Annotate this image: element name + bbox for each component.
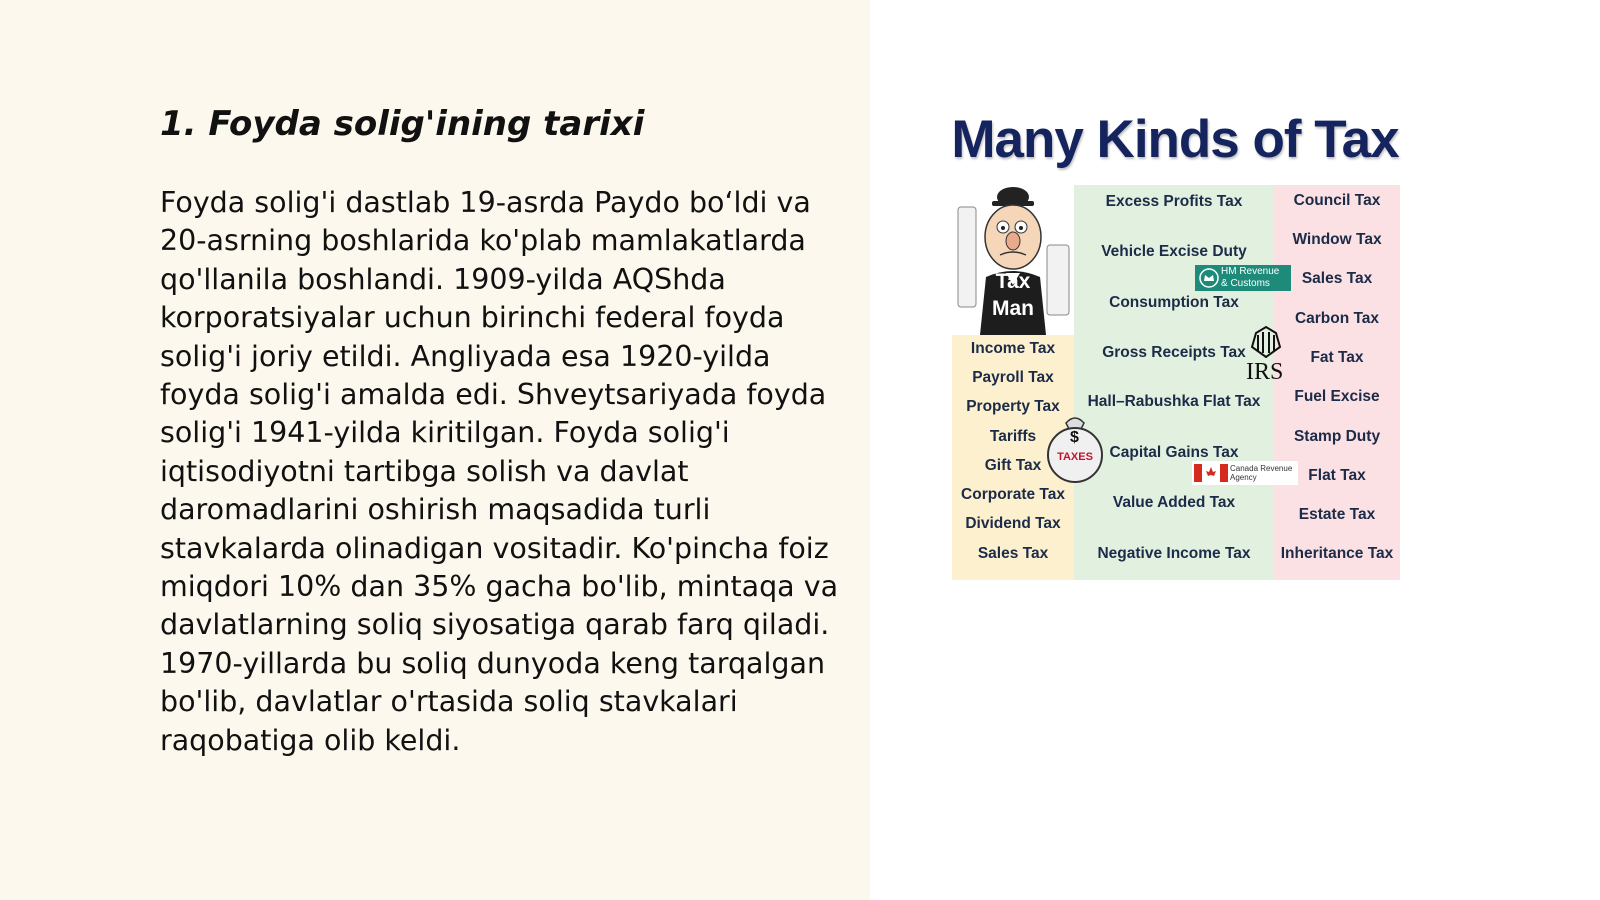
money-bag-taxes-label: TAXES [1057, 451, 1093, 463]
tax-label-fuel-excise: Fuel Excise [1294, 388, 1380, 405]
tax-label-income-tax: Income Tax [970, 340, 1056, 357]
tax-kinds-grid [952, 185, 1400, 580]
tax-man-label [992, 268, 1034, 322]
tax-label-value-added-tax: Value Added Tax [1112, 494, 1236, 511]
canada-flag-icon [1194, 464, 1228, 482]
money-bag-dollar-sign: $ [1070, 429, 1079, 446]
tax-label-stamp-duty: Stamp Duty [1293, 428, 1381, 445]
tax-label-property-tax: Property Tax [966, 398, 1060, 415]
hmrc-logo-line2: & Customs [1221, 278, 1270, 289]
tax-label-capital-gains-tax: Capital Gains Tax [1109, 444, 1239, 461]
tax-label-hall-rabushka-flat-tax: Hall–Rabushka Flat Tax [1087, 393, 1261, 410]
tax-label-consumption-tax: Consumption Tax [1109, 294, 1239, 311]
tax-label-window-tax: Window Tax [1292, 231, 1382, 248]
slide-title: 1. Foyda solig'ining tarixi [160, 104, 645, 144]
tax-man-label-line1: Tax [995, 270, 1031, 293]
tax-label-council-tax: Council Tax [1293, 192, 1381, 209]
tax-label-excess-profits-tax: Excess Profits Tax [1105, 193, 1243, 210]
tax-label-estate-tax: Estate Tax [1298, 506, 1376, 523]
tax-label-corporate-tax: Corporate Tax [961, 486, 1065, 503]
tax-label-dividend-tax: Dividend Tax [965, 515, 1061, 532]
tax-label-inheritance-tax: Inheritance Tax [1280, 545, 1394, 562]
tax-label-flat-tax: Flat Tax [1308, 467, 1366, 484]
tax-man-label-line2: Man [992, 297, 1034, 320]
tax-label-vehicle-excise-duty: Vehicle Excise Duty [1101, 243, 1247, 260]
tax-label-payroll-tax: Payroll Tax [972, 369, 1054, 386]
irs-eagle-icon [1246, 323, 1286, 359]
tax-label-gift-tax: Gift Tax [984, 457, 1042, 474]
tax-label-fat-tax: Fat Tax [1310, 349, 1364, 366]
hmrc-logo-line1: HM Revenue [1221, 266, 1280, 277]
canada-revenue-logo-text [1230, 464, 1292, 482]
tax-label-tariffs: Tariffs [989, 428, 1037, 445]
tax-label-gross-receipts-tax: Gross Receipts Tax [1102, 344, 1246, 361]
figure-title: Many Kinds of Tax [951, 110, 1399, 169]
tax-label-carbon-tax: Carbon Tax [1294, 310, 1380, 327]
irs-logo-text: IRS [1246, 359, 1284, 385]
slide-body-text: Foyda solig'i dastlab 19-asrda Paydo bo‘ldi va 20-asrning boshlarida ko'plab mamlakatlarda qo'llanila boshlandi. 1909-yilda AQShda korporatsiyalar uchun birinchi federal foyda solig'i joriy etildi. Angliyada esa 1920-yilda foyda solig'i amalda edi. Shveytsariyada foyda solig'i 1941-yilda kiritilgan. Foyda solig'i iqtisodiyotni tartibga solish va davlat daromadlarini oshirish maqsadida turli stavkalarda olinadigan vositadir. Ko'pincha foiz miqdori 10% dan 35% gacha bo'lib, mintaqa va davlatlarning soliq siyosatiga qarab farq qiladi. 1970-yillarda bu soliq dunyoda keng tarqalgan bo'lib, davlatlar o'rtasida soliq stavkalari raqobatiga olib keldi. [160, 186, 839, 757]
tax-label-sales-tax-left: Sales Tax [977, 545, 1049, 562]
canada-revenue-line1: Canada Revenue [1230, 464, 1293, 473]
canada-revenue-line2: Agency [1230, 473, 1257, 482]
tax-label-sales-tax-right: Sales Tax [1301, 270, 1373, 287]
tax-label-negative-income-tax: Negative Income Tax [1097, 545, 1251, 562]
taxes-money-bag-icon [1044, 413, 1106, 485]
crown-icon [1199, 268, 1219, 288]
tax-kinds-figure [950, 105, 1400, 580]
